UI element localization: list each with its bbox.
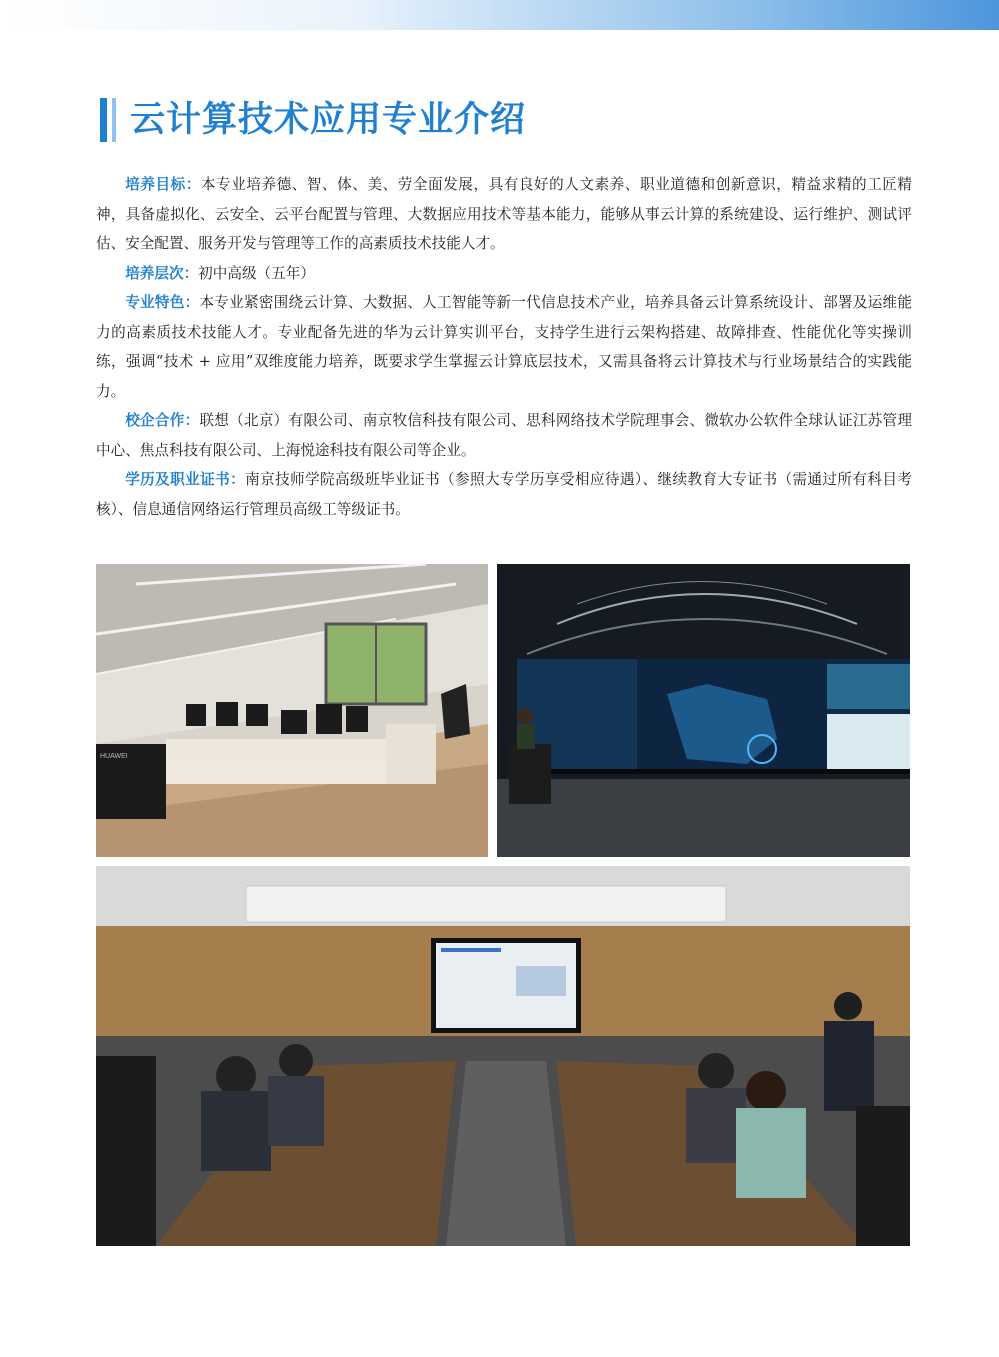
section-text: 南京技师学院高级班毕业证书（参照大专学历享受相应待遇）、继续教育大专证书（需通过所有科目考核）、信息通信网络运行管理员高级工等级证书。 — [96, 471, 912, 518]
page-title: 云计算技术应用专业介绍 — [130, 100, 527, 140]
section-goal — [96, 170, 912, 259]
title-bar — [100, 98, 526, 142]
section-label: 专业特色： — [125, 294, 200, 311]
section-feature — [96, 288, 912, 406]
section-cooperation — [96, 406, 912, 465]
top-gradient-band — [0, 0, 999, 30]
section-label: 学历及职业证书： — [125, 471, 246, 488]
computer-lab-photo — [96, 564, 488, 857]
monitor-brand-label: HUAWEI — [100, 753, 128, 760]
section-label: 培养层次： — [125, 264, 199, 282]
section-text: 本专业培养德、智、体、美、劳全面发展，具有良好的人文素养、职业道德和创新意识，精益求精的工匠精神，具备虚拟化、云安全、云平台配置与管理、大数据应用技术等基本能力，能够从事云计算的系统建设、运行维护、测试评估、安全配置、服务开发与管理等工作的高素质技术技能人才。 — [96, 176, 912, 252]
control-center-photo — [497, 564, 910, 857]
meeting-room-photo — [96, 866, 910, 1246]
section-text: 联想（北京）有限公司、南京牧信科技有限公司、思科网络技术学院理事会、微软办公软件全球认证江苏管理中心、焦点科技有限公司、上海悦途科技有限公司等企业。 — [96, 412, 912, 459]
section-text: 本专业紧密围绕云计算、大数据、人工智能等新一代信息技术产业，培养具备云计算系统设计、部署及运维能力的高素质技术技能人才。专业配备先进的华为云计算实训平台，支持学生进行云架构搭建、故障排查、性能优化等实操训练，强调“技术 + 应用”双维度能力培养，既要求学生掌握云计算底层技术，又需具备将云计算技术与行业场景结合的实践能力。 — [96, 294, 912, 400]
title-accent-bar-light — [112, 98, 116, 142]
section-text: 初中高级（五年） — [198, 264, 315, 282]
section-certificate — [96, 465, 912, 524]
section-label: 校企合作： — [125, 412, 200, 429]
intro-body — [96, 170, 912, 524]
section-level — [96, 259, 912, 289]
section-label: 培养目标： — [125, 176, 201, 193]
title-accent-bar — [100, 98, 107, 142]
